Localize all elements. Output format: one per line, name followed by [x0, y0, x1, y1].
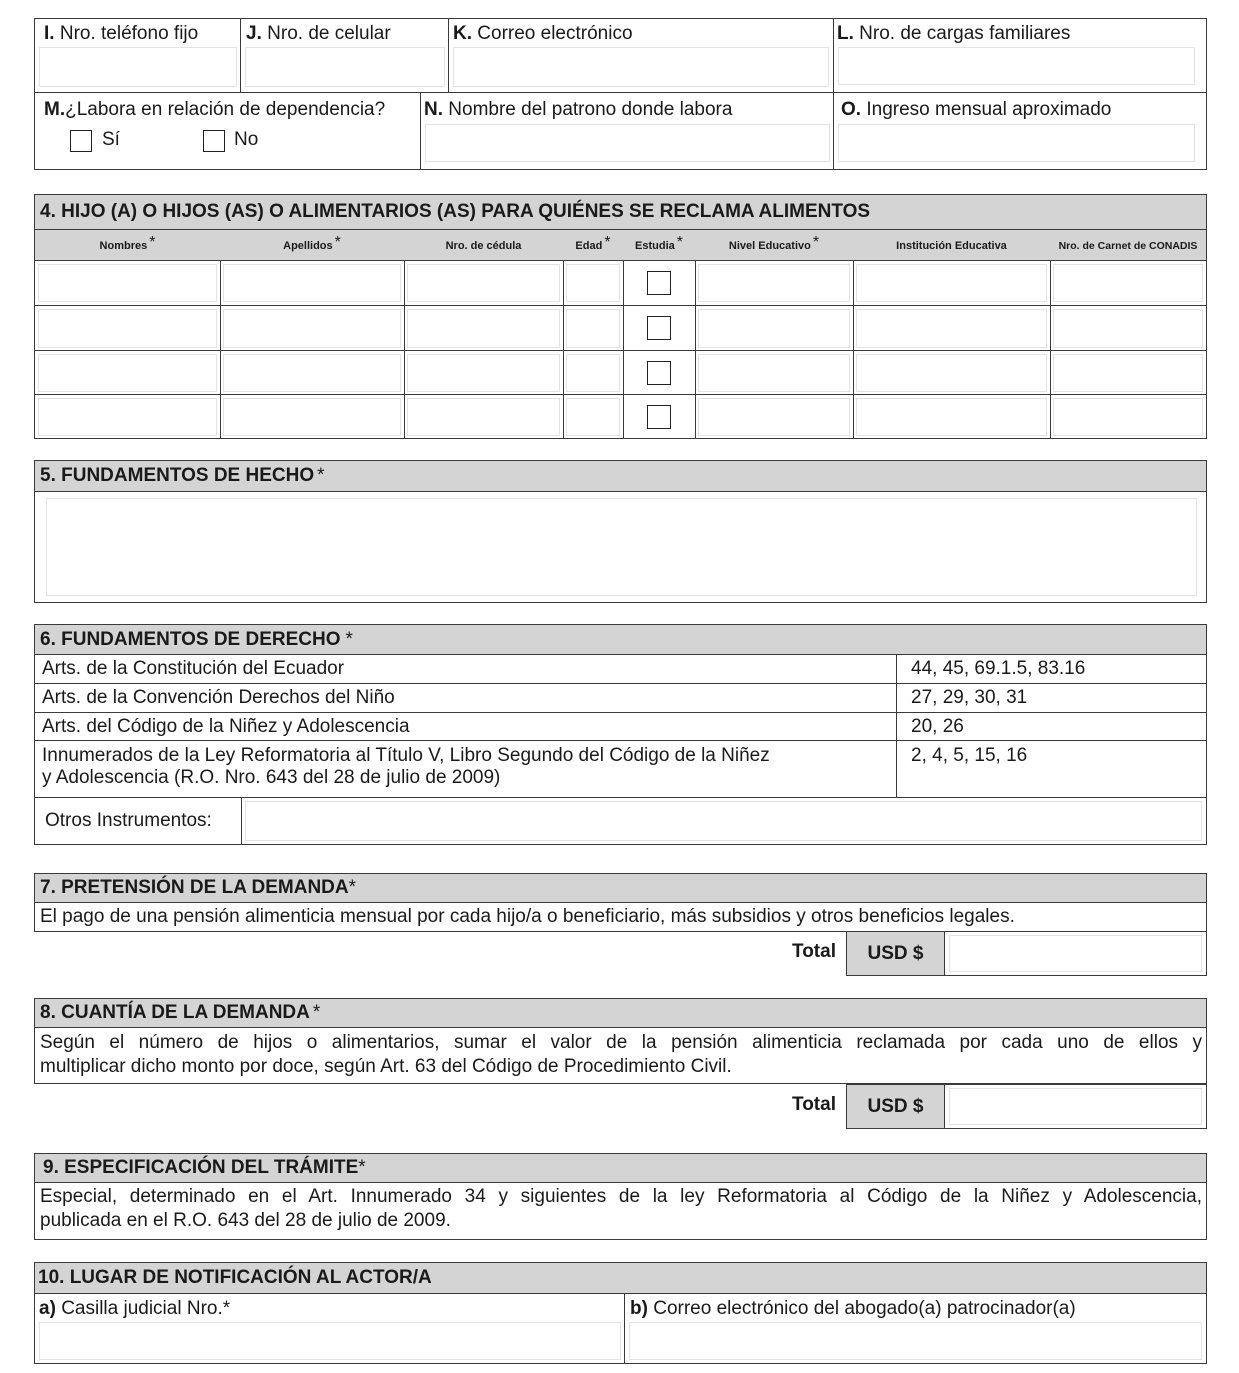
divider	[563, 261, 564, 305]
claim-total-field[interactable]	[949, 935, 1202, 972]
other-instruments-field[interactable]	[245, 801, 1202, 841]
divider	[563, 351, 564, 395]
divider	[220, 395, 221, 439]
law-source: Arts. de la Convención Derechos del Niño	[42, 687, 395, 708]
table-cell-input[interactable]	[1053, 354, 1203, 392]
email-label: K. Correo electrónico	[453, 23, 633, 44]
claim-text: El pago de una pensión alimenticia mensual por cada hijo/a o beneficiario, más subsidios y otros beneficios legales.	[40, 906, 1015, 927]
table-row	[35, 350, 1206, 394]
divider	[853, 351, 854, 395]
divider	[420, 92, 421, 169]
table-cell-input[interactable]	[698, 354, 850, 392]
divider	[1050, 395, 1051, 439]
lawyer-email-field[interactable]	[629, 1322, 1202, 1360]
divider	[220, 351, 221, 395]
currency-label: USD $	[847, 932, 945, 975]
column-header-nivel-educativo: Nivel Educativo *	[728, 233, 820, 252]
children-section	[34, 194, 1207, 439]
divider	[695, 395, 696, 439]
studies-checkbox[interactable]	[647, 361, 671, 385]
table-cell-input[interactable]	[407, 398, 560, 436]
table-cell-input[interactable]	[856, 398, 1047, 436]
contact-section	[34, 18, 1207, 170]
divider	[35, 740, 1206, 741]
divider	[1050, 306, 1051, 350]
employment-no-label: No	[234, 129, 259, 150]
divider	[695, 261, 696, 305]
divider	[695, 306, 696, 350]
amount-total-label: Total	[792, 1094, 836, 1115]
email-field[interactable]	[453, 47, 829, 87]
table-cell-input[interactable]	[856, 309, 1047, 347]
divider	[35, 797, 1206, 798]
currency-label: USD $	[847, 1085, 945, 1128]
table-cell-input[interactable]	[38, 354, 217, 392]
divider	[896, 655, 897, 797]
table-cell-input[interactable]	[698, 309, 850, 347]
column-header-cedula: Nro. de cédula	[445, 239, 522, 252]
law-articles: 20, 26	[911, 716, 964, 737]
children-table-header	[35, 230, 1206, 261]
column-header-nombres: Nombres *	[99, 233, 156, 252]
column-header-estudia: Estudia *	[635, 233, 683, 252]
amount-total-field[interactable]	[949, 1088, 1202, 1125]
column-header-apellidos: Apellidos *	[283, 233, 341, 252]
divider	[563, 306, 564, 350]
divider	[448, 19, 449, 92]
amount-text-line: Según el número de hijos o alimentarios, sumar el valor de la pensión alimenticia reclamada por cada uno de ellos y	[40, 1032, 1202, 1053]
table-cell-input[interactable]	[856, 264, 1047, 302]
amount-section	[34, 998, 1207, 1084]
facts-section-title: 5. FUNDAMENTOS DE HECHO *	[35, 461, 1206, 492]
divider	[35, 683, 1206, 684]
table-cell-input[interactable]	[407, 264, 560, 302]
divider	[241, 797, 242, 844]
table-row	[35, 394, 1206, 438]
judicial-box-field[interactable]	[39, 1322, 621, 1360]
mobile-label: J. Nro. de celular	[246, 23, 391, 44]
table-cell-input[interactable]	[407, 309, 560, 347]
law-section	[34, 624, 1207, 845]
dependents-field[interactable]	[838, 47, 1195, 85]
other-instruments-label: Otros Instrumentos:	[45, 810, 212, 831]
table-cell-input[interactable]	[1053, 264, 1203, 302]
income-field[interactable]	[838, 124, 1195, 162]
facts-textarea[interactable]	[46, 498, 1197, 596]
table-cell-input[interactable]	[1053, 398, 1203, 436]
employment-no-checkbox[interactable]	[203, 130, 225, 152]
amount-text-line: multiplicar dicho monto por doce, según Art. 63 del Código de Procedimiento Civil.	[40, 1056, 732, 1077]
judicial-box-label: a) Casilla judicial Nro.*	[39, 1298, 231, 1319]
divider	[623, 395, 624, 439]
procedure-text-line: publicada en el R.O. 643 del 28 de julio de 2009.	[40, 1210, 451, 1231]
divider	[833, 19, 834, 169]
table-cell-input[interactable]	[223, 309, 401, 347]
children-section-title: 4. HIJO (A) O HIJOS (AS) O ALIMENTARIOS (AS) PARA QUIÉNES SE RECLAMA ALIMENTOS	[35, 195, 1206, 230]
column-header-conadis: Nro. de Carnet de CONADIS	[1058, 239, 1198, 252]
table-cell-input[interactable]	[38, 398, 217, 436]
divider	[624, 1294, 625, 1363]
table-row	[35, 305, 1206, 349]
divider	[623, 351, 624, 395]
divider	[623, 261, 624, 305]
employer-label: N. Nombre del patrono donde labora	[424, 99, 733, 120]
divider	[853, 261, 854, 305]
table-cell-input[interactable]	[566, 309, 620, 347]
column-header-edad: Edad *	[575, 233, 611, 252]
mobile-field[interactable]	[245, 47, 445, 87]
table-cell-input[interactable]	[566, 264, 620, 302]
divider	[1050, 261, 1051, 305]
table-cell-input[interactable]	[38, 264, 217, 302]
divider	[695, 351, 696, 395]
divider	[35, 92, 1206, 93]
column-header-institucion: Institución Educativa	[896, 239, 1007, 252]
table-row	[35, 261, 1206, 305]
amount-section-title: 8. CUANTÍA DE LA DEMANDA *	[35, 999, 1206, 1028]
notification-section	[34, 1262, 1207, 1364]
divider	[1050, 351, 1051, 395]
procedure-section-title: 9. ESPECIFICACIÓN DEL TRÁMITE *	[35, 1154, 1206, 1183]
claim-total-label: Total	[792, 941, 836, 962]
claim-total-box	[846, 931, 1207, 976]
divider	[853, 395, 854, 439]
employment-yes-checkbox[interactable]	[70, 130, 92, 152]
divider	[404, 261, 405, 305]
table-cell-input[interactable]	[223, 354, 401, 392]
divider	[623, 306, 624, 350]
claim-section-title: 7. PRETENSIÓN DE LA DEMANDA *	[35, 874, 1206, 903]
table-cell-input[interactable]	[38, 309, 217, 347]
table-cell-input[interactable]	[698, 398, 850, 436]
divider	[563, 395, 564, 439]
divider	[240, 19, 241, 92]
studies-checkbox[interactable]	[647, 405, 671, 429]
table-cell-input[interactable]	[856, 354, 1047, 392]
table-cell-input[interactable]	[698, 264, 850, 302]
law-section-title: 6. FUNDAMENTOS DE DERECHO *	[35, 625, 1206, 655]
studies-checkbox[interactable]	[647, 271, 671, 295]
employment-yes-label: Sí	[102, 129, 120, 150]
phone-field[interactable]	[39, 47, 237, 87]
notification-section-title: 10. LUGAR DE NOTIFICACIÓN AL ACTOR/A	[35, 1263, 1206, 1294]
table-cell-input[interactable]	[566, 354, 620, 392]
law-source: Arts. del Código de la Niñez y Adolescencia	[42, 716, 410, 737]
children-table-body	[35, 261, 1206, 438]
dependents-label: L. Nro. de cargas familiares	[837, 23, 1071, 44]
income-label: O. Ingreso mensual aproximado	[841, 99, 1112, 120]
lawyer-email-label: b) Correo electrónico del abogado(a) patrocinador(a)	[630, 1298, 1076, 1319]
law-source: Innumerados de la Ley Reformatoria al Título V, Libro Segundo del Código de la Niñez y Adolescencia (R.O. Nro. 643 del 28 de julio de 2009)	[42, 745, 770, 788]
divider	[404, 351, 405, 395]
divider	[220, 261, 221, 305]
studies-checkbox[interactable]	[647, 316, 671, 340]
facts-section	[34, 460, 1207, 603]
procedure-text-line: Especial, determinado en el Art. Innumerado 34 y siguientes de la ley Reformatoria al Código de la Niñez y Adolescencia,	[40, 1186, 1202, 1207]
procedure-section	[34, 1153, 1207, 1240]
law-articles: 44, 45, 69.1.5, 83.16	[911, 658, 1086, 679]
employment-label: M.¿Labora en relación de dependencia?	[44, 99, 386, 120]
law-source: Arts. de la Constitución del Ecuador	[42, 658, 345, 679]
divider	[220, 306, 221, 350]
law-articles: 2, 4, 5, 15, 16	[911, 745, 1028, 766]
table-cell-input[interactable]	[1053, 309, 1203, 347]
employer-field[interactable]	[425, 124, 830, 162]
law-articles: 27, 29, 30, 31	[911, 687, 1028, 708]
table-cell-input[interactable]	[223, 398, 401, 436]
table-cell-input[interactable]	[407, 354, 560, 392]
table-cell-input[interactable]	[223, 264, 401, 302]
amount-total-box	[846, 1084, 1207, 1129]
phone-label: I. Nro. teléfono fijo	[44, 23, 199, 44]
divider	[404, 306, 405, 350]
divider	[35, 712, 1206, 713]
table-cell-input[interactable]	[566, 398, 620, 436]
divider	[404, 395, 405, 439]
divider	[853, 306, 854, 350]
claim-section	[34, 873, 1207, 932]
